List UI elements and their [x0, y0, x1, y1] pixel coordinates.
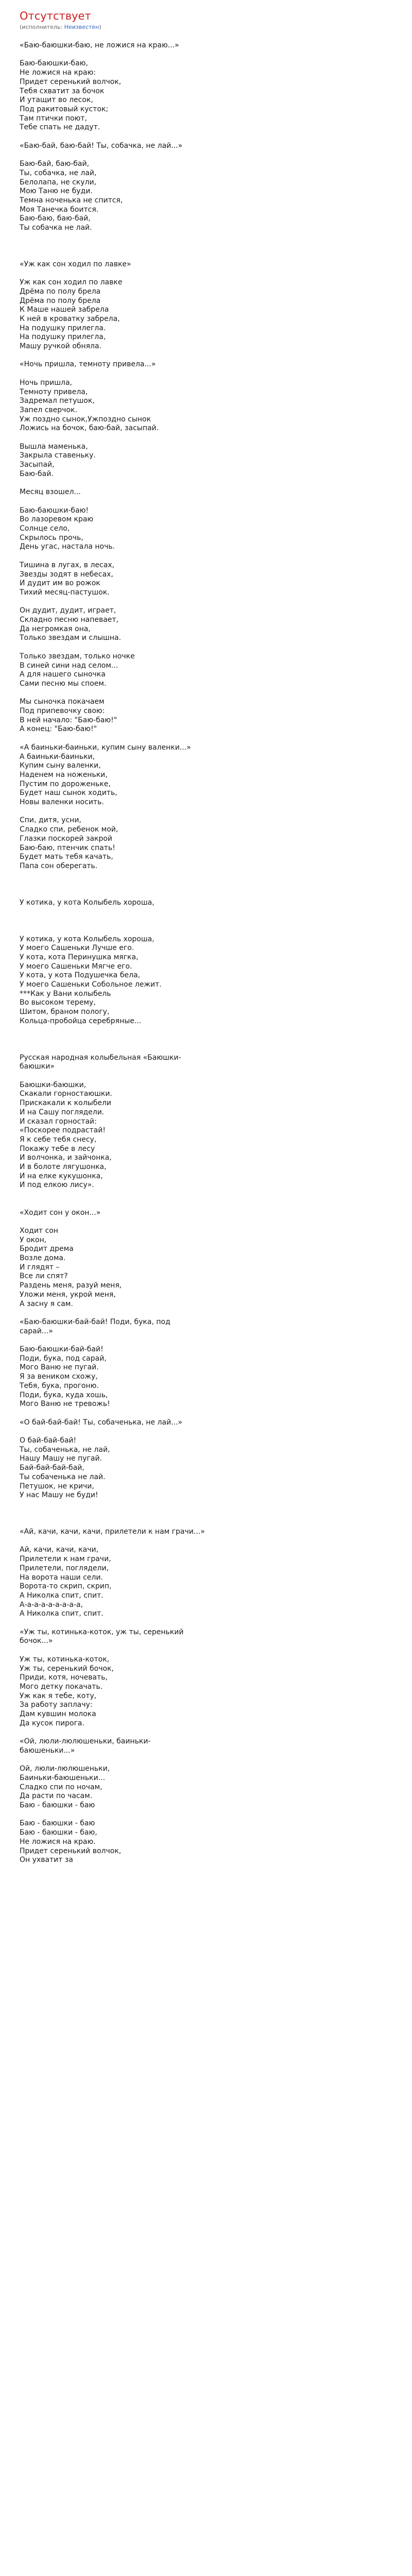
lyric-line: И глядят –: [20, 1263, 60, 1272]
lyric-line: На ворота наши сели.: [20, 1573, 103, 1582]
lyric-line: Во высоком терему,: [20, 998, 96, 1007]
lyric-line: Сладко спи, ребенок мой,: [20, 825, 118, 834]
lyric-line: Прилетели, поглядели,: [20, 1564, 109, 1572]
lyric-line: [20, 50, 205, 60]
lyric-line: «Поскорее подрастай!: [20, 1126, 106, 1135]
lyric-line: Баю-баюшки-баю,: [20, 59, 88, 68]
lyric-line: Темноту привела,: [20, 387, 88, 396]
lyric-line: У моего Сашеньки Лучше его.: [20, 944, 134, 953]
lyric-line: [20, 433, 205, 443]
lyric-line: У котика, у кота Колыбель хороша,: [20, 898, 154, 907]
lyric-line: Мою Таню не буди.: [20, 187, 93, 196]
lyric-line: [20, 734, 205, 743]
lyric-line: [20, 269, 205, 278]
lyric-line: Белолапа, не скули,: [20, 178, 97, 187]
lyric-line: [20, 1026, 205, 1036]
lyric-line: В ней начало: "Баю-баю!": [20, 716, 117, 724]
lyric-line: Складно песню напевает,: [20, 616, 119, 624]
lyric-line: Все ли спят?: [20, 1272, 68, 1281]
lyrics-page: [20, 9, 205, 1865]
lyric-line: Мого Ваню не пугай.: [20, 1363, 99, 1372]
lyric-line: А для нашего сыночка: [20, 670, 106, 679]
lyric-line: Баю-бай.: [20, 469, 54, 478]
lyric-line: Прилетели к нам грачи,: [20, 1555, 111, 1564]
lyric-line: Тихий месяц-пастушок.: [20, 588, 110, 597]
lyric-line: Я к себе тебя снесу,: [20, 1135, 97, 1144]
lyric-line: [20, 479, 205, 488]
lyric-line: У моего Сашеньки Собольное лежит.: [20, 980, 162, 989]
lyric-line: Запел сверчок.: [20, 405, 77, 414]
lyric-line: Месяц взошел...: [20, 488, 81, 497]
lyric-line: Ночь пришла,: [20, 378, 72, 387]
lyric-line: У нас Машу не буди!: [20, 1491, 98, 1500]
lyric-line: [20, 1309, 205, 1318]
lyric-line: Кольца-пробойца серебряные...: [20, 1016, 142, 1025]
lyric-line: Раздень меня, разуй меня,: [20, 1281, 122, 1290]
lyric-line: Баю-баю, баю-бай,: [20, 214, 91, 223]
lyric-line: Ложись на бочок, баю-бай, засыпай.: [20, 424, 159, 433]
lyric-line: [20, 1756, 205, 1765]
lyric-line: Поди, бука, куда хошь,: [20, 1391, 108, 1399]
lyric-line: [20, 497, 205, 506]
lyric-line: Покажу тебе в лесу: [20, 1144, 95, 1153]
lyric-line: Он дудит, дудит, играет,: [20, 606, 116, 615]
lyric-line: Засыпай,: [20, 461, 55, 469]
lyric-line: Глазки поскорей закрой: [20, 834, 113, 843]
lyric-line: Баю - баюшки - баю: [20, 1801, 95, 1810]
lyric-line: И сказал горностай:: [20, 1117, 97, 1126]
lyric-line: Да негромкая она,: [20, 624, 91, 633]
lyric-line: Баю - баюшки - баю,: [20, 1828, 97, 1837]
lyric-line: Дам кувшин молока: [20, 1710, 96, 1719]
lyric-line: ***Как у Вани колыбель: [20, 989, 111, 998]
lyric-line: Скакали горностаюшки.: [20, 1090, 112, 1098]
lyric-line: Только звездам и слышна.: [20, 634, 122, 642]
lyric-line: [20, 880, 205, 889]
lyric-line: [20, 917, 205, 926]
lyric-line: А баиньки-баиньки,: [20, 752, 95, 761]
lyric-line: «Баю-бай, баю-бай! Ты, собачка, не лай...»: [20, 141, 183, 150]
lyric-line: [20, 1537, 205, 1546]
lyric-line: И на Сашу поглядели.: [20, 1108, 105, 1116]
lyric-line: [20, 1728, 205, 1737]
lyric-line: Приди, котя, ночевать,: [20, 1673, 108, 1682]
lyric-line: Уж поздно сынок,Ужпоздно сынок: [20, 415, 151, 423]
lyric-line: День угас, настала ночь.: [20, 543, 115, 551]
lyric-line: Тебе спать не дадут.: [20, 123, 100, 132]
lyric-line: Дрёма по полу брела: [20, 296, 101, 305]
artist-link[interactable]: Неизвестен: [64, 24, 99, 30]
lyric-line: Машу ручкой обняла.: [20, 342, 101, 351]
lyric-line: [20, 150, 205, 160]
lyric-line: К ней в кроватку забрела,: [20, 314, 120, 323]
lyric-line: Ты, собаченька, не лай,: [20, 1445, 110, 1454]
lyric-line: Он ухватит за: [20, 1856, 73, 1865]
lyric-line: Ай, качи, качи, качи,: [20, 1546, 99, 1554]
lyric-line: За работу заплачу:: [20, 1701, 93, 1709]
lyric-line: Закрыла ставеньку.: [20, 451, 96, 460]
lyric-line: [20, 1500, 205, 1510]
lyric-line: «Уж ты, котинька-коток, уж ты, серенький бочок...»: [20, 1628, 186, 1646]
lyric-line: Скрылось прочь,: [20, 533, 83, 542]
lyric-line: У окон,: [20, 1235, 47, 1244]
lyric-line: Папа сон оберегать.: [20, 862, 98, 870]
lyric-line: К Маше нашей забрела: [20, 306, 109, 314]
lyric-line: [20, 643, 205, 652]
lyric-line: Солнце село,: [20, 524, 70, 533]
lyric-line: У моего Сашеньки Мягче его.: [20, 962, 132, 971]
lyric-line: Ходит сон: [20, 1226, 58, 1235]
lyric-line: Во лазоревом краю: [20, 515, 94, 524]
lyric-line: У кота, кота Перинушка мягка,: [20, 953, 139, 961]
lyric-line: Будет наш сынок ходить,: [20, 789, 117, 798]
lyric-line: Уж как я тебе, коту,: [20, 1691, 97, 1700]
lyric-line: [20, 1336, 205, 1345]
lyric-line: [20, 1072, 205, 1081]
lyric-line: «Ходит сон у окон...»: [20, 1208, 101, 1217]
lyric-line: И на елке кукушонка,: [20, 1172, 103, 1180]
lyric-line: Баю-баюшки-бай-бай!: [20, 1345, 104, 1354]
lyric-line: Прискакали к колыбели: [20, 1099, 112, 1108]
lyric-line: [20, 1427, 205, 1436]
lyric-line: Баю-бай, баю-бай,: [20, 160, 90, 168]
lyric-line: И в болоте лягушонка,: [20, 1163, 107, 1172]
lyric-line: [20, 1646, 205, 1655]
lyric-line: «О бай-бай-бай! Ты, собаченька, не лай...»: [20, 1418, 183, 1427]
lyric-line: И под елкою лису».: [20, 1181, 94, 1190]
lyric-line: Новы валенки носить.: [20, 798, 104, 807]
lyric-line: Тебя, бука, прогоню.: [20, 1381, 99, 1390]
lyric-line: [20, 251, 205, 260]
lyric-line: Шитом, браном пологу,: [20, 1008, 110, 1016]
lyric-line: Пустим по дороженьке,: [20, 779, 111, 788]
lyric-line: Дрёма по полу брела: [20, 287, 101, 296]
lyric-line: А Николка спит, спит.: [20, 1591, 104, 1600]
lyric-line: Только звездам, только ночке: [20, 652, 135, 660]
lyric-line: «А баиньки-баиньки, купим сыну валенки...»: [20, 743, 191, 752]
lyric-line: Там птички поют,: [20, 114, 87, 123]
lyric-line: Звезды зодят в небесах,: [20, 570, 113, 579]
lyric-line: А-а-а-а-а-а-а-а-а,: [20, 1600, 83, 1609]
lyric-line: [20, 351, 205, 361]
byline-suffix: ): [99, 24, 101, 30]
lyric-line: Бродит дрема: [20, 1245, 74, 1253]
lyric-line: Бай-бай-бай-бай,: [20, 1464, 84, 1472]
lyric-line: А засну я сам.: [20, 1299, 73, 1308]
lyric-line: [20, 132, 205, 142]
lyric-line: И утащит во лесок,: [20, 96, 93, 105]
lyric-line: Мого Ваню не тревожь!: [20, 1400, 110, 1409]
lyric-line: [20, 1199, 205, 1209]
lyric-line: Баю-баю, птенчик спать!: [20, 843, 115, 852]
lyric-line: Уж как сон ходил по лавке: [20, 278, 123, 287]
lyric-line: О бай-бай-бай!: [20, 1436, 77, 1445]
lyric-line: Уложи меня, укрой меня,: [20, 1290, 116, 1299]
lyric-line: «Баю-баюшки-бай-бай! Поди, бука, под сарай...»: [20, 1317, 173, 1335]
lyric-line: Наденем на ноженьки,: [20, 770, 108, 779]
lyric-line: [20, 871, 205, 880]
lyric-line: Уж ты, серенький бочок,: [20, 1664, 114, 1673]
lyric-line: [20, 1510, 205, 1519]
lyric-line: Мы сыночка покачаем: [20, 698, 105, 706]
lyric-line: Купим сыну валенки,: [20, 761, 101, 770]
lyric-line: «Ночь пришла, темноту привела...»: [20, 360, 156, 369]
lyric-line: «Ай, качи, качи, качи, прилетели к нам грачи...»: [20, 1528, 205, 1536]
lyric-line: [20, 598, 205, 607]
lyric-line: Да расти по часам.: [20, 1792, 93, 1801]
lyric-line: [20, 369, 205, 379]
lyric-line: [20, 1518, 205, 1528]
lyric-line: Я за веником схожу,: [20, 1372, 98, 1381]
lyric-line: Будет мать тебя качать,: [20, 853, 113, 861]
lyric-line: Ты собаченька не лай.: [20, 1472, 106, 1481]
page-title: Отсутствует: [20, 10, 91, 22]
lyric-line: [20, 242, 205, 251]
lyric-line: «Ой, люли-люлюшеньки, баиньки-баюшеньки...»: [20, 1737, 151, 1755]
lyric-line: Мого детку покачать.: [20, 1682, 103, 1691]
lyric-line: Не ложися на краю.: [20, 1837, 96, 1846]
lyric-line: [20, 907, 205, 917]
lyric-line: Ты, собачка, не лай,: [20, 168, 97, 177]
lyric-line: Поди, бука, под сарай,: [20, 1354, 107, 1363]
lyric-line: Возле дома.: [20, 1254, 66, 1263]
lyric-line: А Николка спит, спит.: [20, 1609, 104, 1618]
lyric-line: Да кусок пирога.: [20, 1719, 84, 1727]
lyric-line: На подушку прилегла.: [20, 324, 106, 332]
lyric-line: [20, 889, 205, 899]
lyric-line: Под припевочку свою:: [20, 707, 105, 716]
lyric-line: Ты собачка не лай.: [20, 224, 92, 232]
lyric-line: Русская народная колыбельная «Баюшки-баюшки»: [20, 1053, 181, 1071]
lyric-line: А конец: "Баю-баю!": [20, 725, 97, 734]
lyric-line: Петушок, не кричи,: [20, 1482, 94, 1490]
lyric-line: И дудит им во рожок: [20, 579, 100, 588]
lyric-line: Тишина в лугах, в лесах,: [20, 561, 115, 569]
lyric-line: Не ложися на краю:: [20, 69, 96, 77]
byline-prefix: (исполнитель:: [20, 24, 64, 30]
lyric-line: Задремал петушок,: [20, 397, 95, 405]
lyric-line: У котика, у кота Колыбель хороша,: [20, 935, 154, 943]
lyric-line: Баюшки-баюшки,: [20, 1080, 87, 1089]
lyric-line: Нашу Машу не пугай.: [20, 1454, 102, 1463]
lyric-line: [20, 1190, 205, 1199]
lyric-line: [20, 1409, 205, 1418]
lyric-line: В синей сини над селом...: [20, 661, 118, 670]
lyric-line: [20, 233, 205, 242]
lyric-line: [20, 689, 205, 698]
lyric-line: Придет серенький волчок,: [20, 1846, 122, 1855]
lyric-line: Уж ты, котинька-коток,: [20, 1655, 110, 1664]
lyric-line: Темна ноченька не спится,: [20, 196, 123, 205]
lyric-line: Сладко спи по ночам,: [20, 1783, 102, 1791]
lyric-line: Ой, люли-люлюшеньки,: [20, 1765, 110, 1773]
lyric-line: «Баю-баюшки-баю, не ложися на краю...»: [20, 41, 179, 49]
lyric-line: [20, 807, 205, 817]
lyric-line: Моя Танечка боится.: [20, 205, 99, 214]
lyric-line: Придет серенький волчок,: [20, 77, 122, 86]
lyric-line: [20, 1217, 205, 1227]
lyrics-text: [20, 41, 205, 1865]
lyric-line: «Уж как сон ходил по лавке»: [20, 260, 131, 268]
lyric-line: На подушку прилегла,: [20, 333, 106, 342]
lyric-line: Баю-баюшки-баю!: [20, 506, 89, 515]
lyric-line: И волчонка, и зайчонка,: [20, 1154, 112, 1162]
lyric-line: Ворота-то скрип, скрип,: [20, 1582, 112, 1591]
lyric-line: У кота, у кота Подушечка бела,: [20, 971, 141, 980]
lyric-line: [20, 1035, 205, 1044]
lyric-line: [20, 1619, 205, 1628]
lyric-line: Под ракитовый кусток;: [20, 105, 109, 113]
lyric-line: [20, 926, 205, 935]
lyric-line: Тебя схватит за бочок: [20, 87, 105, 95]
artist-byline: [20, 24, 205, 31]
lyric-line: Вышла маменька,: [20, 442, 88, 451]
lyric-line: Сами песню мы споем.: [20, 679, 107, 688]
lyric-line: Баю - баюшки - баю: [20, 1819, 95, 1828]
lyric-line: [20, 1044, 205, 1054]
lyric-line: Баиньки-баюшеньки...: [20, 1773, 106, 1782]
lyric-line: Спи, дитя, усни,: [20, 816, 81, 825]
lyric-line: [20, 552, 205, 561]
lyric-line: [20, 1810, 205, 1820]
